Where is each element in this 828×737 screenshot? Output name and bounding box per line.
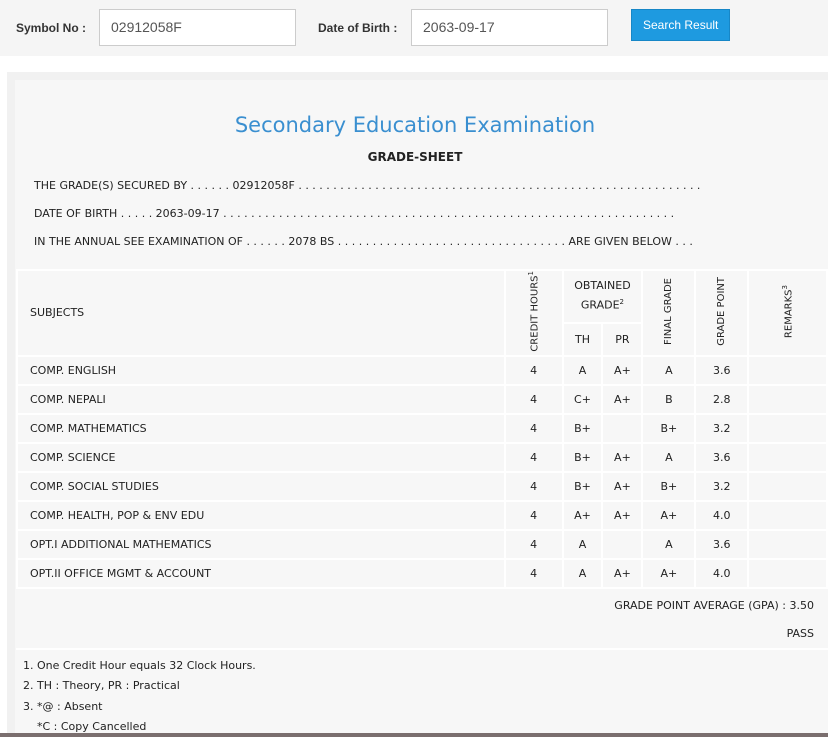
credit-hours-cell: 4 [505,472,563,501]
final-grade-cell: A [642,530,695,559]
th-grade-cell: B+ [563,472,603,501]
pr-grade-cell: A+ [602,356,642,385]
credit-hours-cell: 4 [505,414,563,443]
examination-line: IN THE ANNUAL SEE EXAMINATION OF . . . . . . 2078 BS . . . . . . . . . . . . . . . . . . . . . . . . . . . . . . . . . ARE GIVEN BELOW . . . [34,235,693,248]
final-grade-header: FINAL GRADE [642,270,695,356]
grade-point-header: GRADE POINT [695,270,748,356]
th-grade-cell: A [563,530,603,559]
remarks-cell [748,501,827,530]
remarks-header: REMARKS$^3$ [748,270,827,356]
credit-hours-cell: 4 [505,501,563,530]
credit-hours-header: CREDIT HOURS$^1$ [505,270,563,356]
grade-point-cell: 4.0 [695,559,748,588]
grade-point-cell: 3.6 [695,530,748,559]
date-of-birth-label: Date of Birth : [318,21,398,35]
table-row [17,472,827,501]
credit-hours-cell: 4 [505,385,563,414]
table-row [17,530,827,559]
subject-cell: COMP. SOCIAL STUDIES [17,472,505,501]
subjects-header: SUBJECTS [17,270,505,356]
credit-hours-cell: 4 [505,530,563,559]
table-row [17,559,827,588]
search-form [0,0,828,56]
subject-cell: COMP. NEPALI [17,385,505,414]
th-grade-cell: C+ [563,385,603,414]
pr-grade-cell [602,530,642,559]
note-credit-hour: 1. One Credit Hour equals 32 Clock Hours. [23,659,256,672]
pr-grade-cell: A+ [602,501,642,530]
pr-header: PR [602,323,642,356]
final-grade-cell: B+ [642,414,695,443]
result-status: PASS [786,627,814,640]
remarks-cell [748,559,827,588]
remarks-cell [748,530,827,559]
search-result-button[interactable]: Search Result [631,9,730,41]
final-grade-cell: A [642,356,695,385]
th-grade-cell: B+ [563,414,603,443]
subject-cell: COMP. ENGLISH [17,356,505,385]
pr-grade-cell [602,414,642,443]
th-header: TH [563,323,603,356]
exam-title: Secondary Education Examination [234,113,596,137]
remarks-cell [748,385,827,414]
credit-hours-cell: 4 [505,559,563,588]
credit-hours-cell: 4 [505,443,563,472]
remarks-cell [748,472,827,501]
subject-cell: OPT.I ADDITIONAL MATHEMATICS [17,530,505,559]
th-grade-cell: A [563,356,603,385]
credit-hours-cell: 4 [505,356,563,385]
pr-grade-cell: A+ [602,385,642,414]
grade-table [16,269,828,589]
th-grade-cell: B+ [563,443,603,472]
subject-cell: COMP. MATHEMATICS [17,414,505,443]
date-of-birth-input[interactable]: 2063-09-17 [411,9,608,46]
subject-cell: COMP. HEALTH, POP & ENV EDU [17,501,505,530]
grade-sheet-heading: GRADE-SHEET [367,150,463,164]
table-row [17,501,827,530]
grade-point-cell: 3.2 [695,472,748,501]
note-theory-practical: 2. TH : Theory, PR : Practical [23,679,180,692]
grade-point-cell: 4.0 [695,501,748,530]
note-copy-cancelled: *C : Copy Cancelled [37,720,147,733]
grade-point-cell: 3.6 [695,443,748,472]
symbol-no-label: Symbol No : [16,21,87,35]
subject-cell: COMP. SCIENCE [17,443,505,472]
date-of-birth-line: DATE OF BIRTH . . . . . 2063-09-17 . . . . . . . . . . . . . . . . . . . . . . . . . . . . . . . . . . . . . . . . . . . . . . . . . . . . . . . . . . . . . . . . . [34,207,675,220]
table-row [17,356,827,385]
pr-grade-cell: A+ [602,443,642,472]
symbol-no-input[interactable]: 02912058F [99,9,296,46]
note-absent: 3. *@ : Absent [23,700,103,713]
page-bottom-strip [0,733,828,737]
th-grade-cell: A [563,559,603,588]
final-grade-cell: A+ [642,559,695,588]
gpa-text: GRADE POINT AVERAGE (GPA) : 3.50 [614,599,814,612]
pr-grade-cell: A+ [602,559,642,588]
table-row [17,414,827,443]
secured-by-line: THE GRADE(S) SECURED BY . . . . . . 02912058F . . . . . . . . . . . . . . . . . . . . . . . . . . . . . . . . . . . . . . . . . . . . . . . . . . . . . . . . . . [34,179,701,192]
grade-point-cell: 2.8 [695,385,748,414]
obtained-grade-header: OBTAINED GRADE$^2$ [563,270,643,323]
final-grade-cell: A [642,443,695,472]
grade-point-cell: 3.2 [695,414,748,443]
final-grade-cell: A+ [642,501,695,530]
final-grade-cell: B+ [642,472,695,501]
grade-point-cell: 3.6 [695,356,748,385]
pr-grade-cell: A+ [602,472,642,501]
divider [16,648,828,650]
remarks-cell [748,414,827,443]
th-grade-cell: A+ [563,501,603,530]
table-row [17,385,827,414]
remarks-cell [748,443,827,472]
table-row [17,443,827,472]
remarks-cell [748,356,827,385]
subject-cell: OPT.II OFFICE MGMT & ACCOUNT [17,559,505,588]
final-grade-cell: B [642,385,695,414]
